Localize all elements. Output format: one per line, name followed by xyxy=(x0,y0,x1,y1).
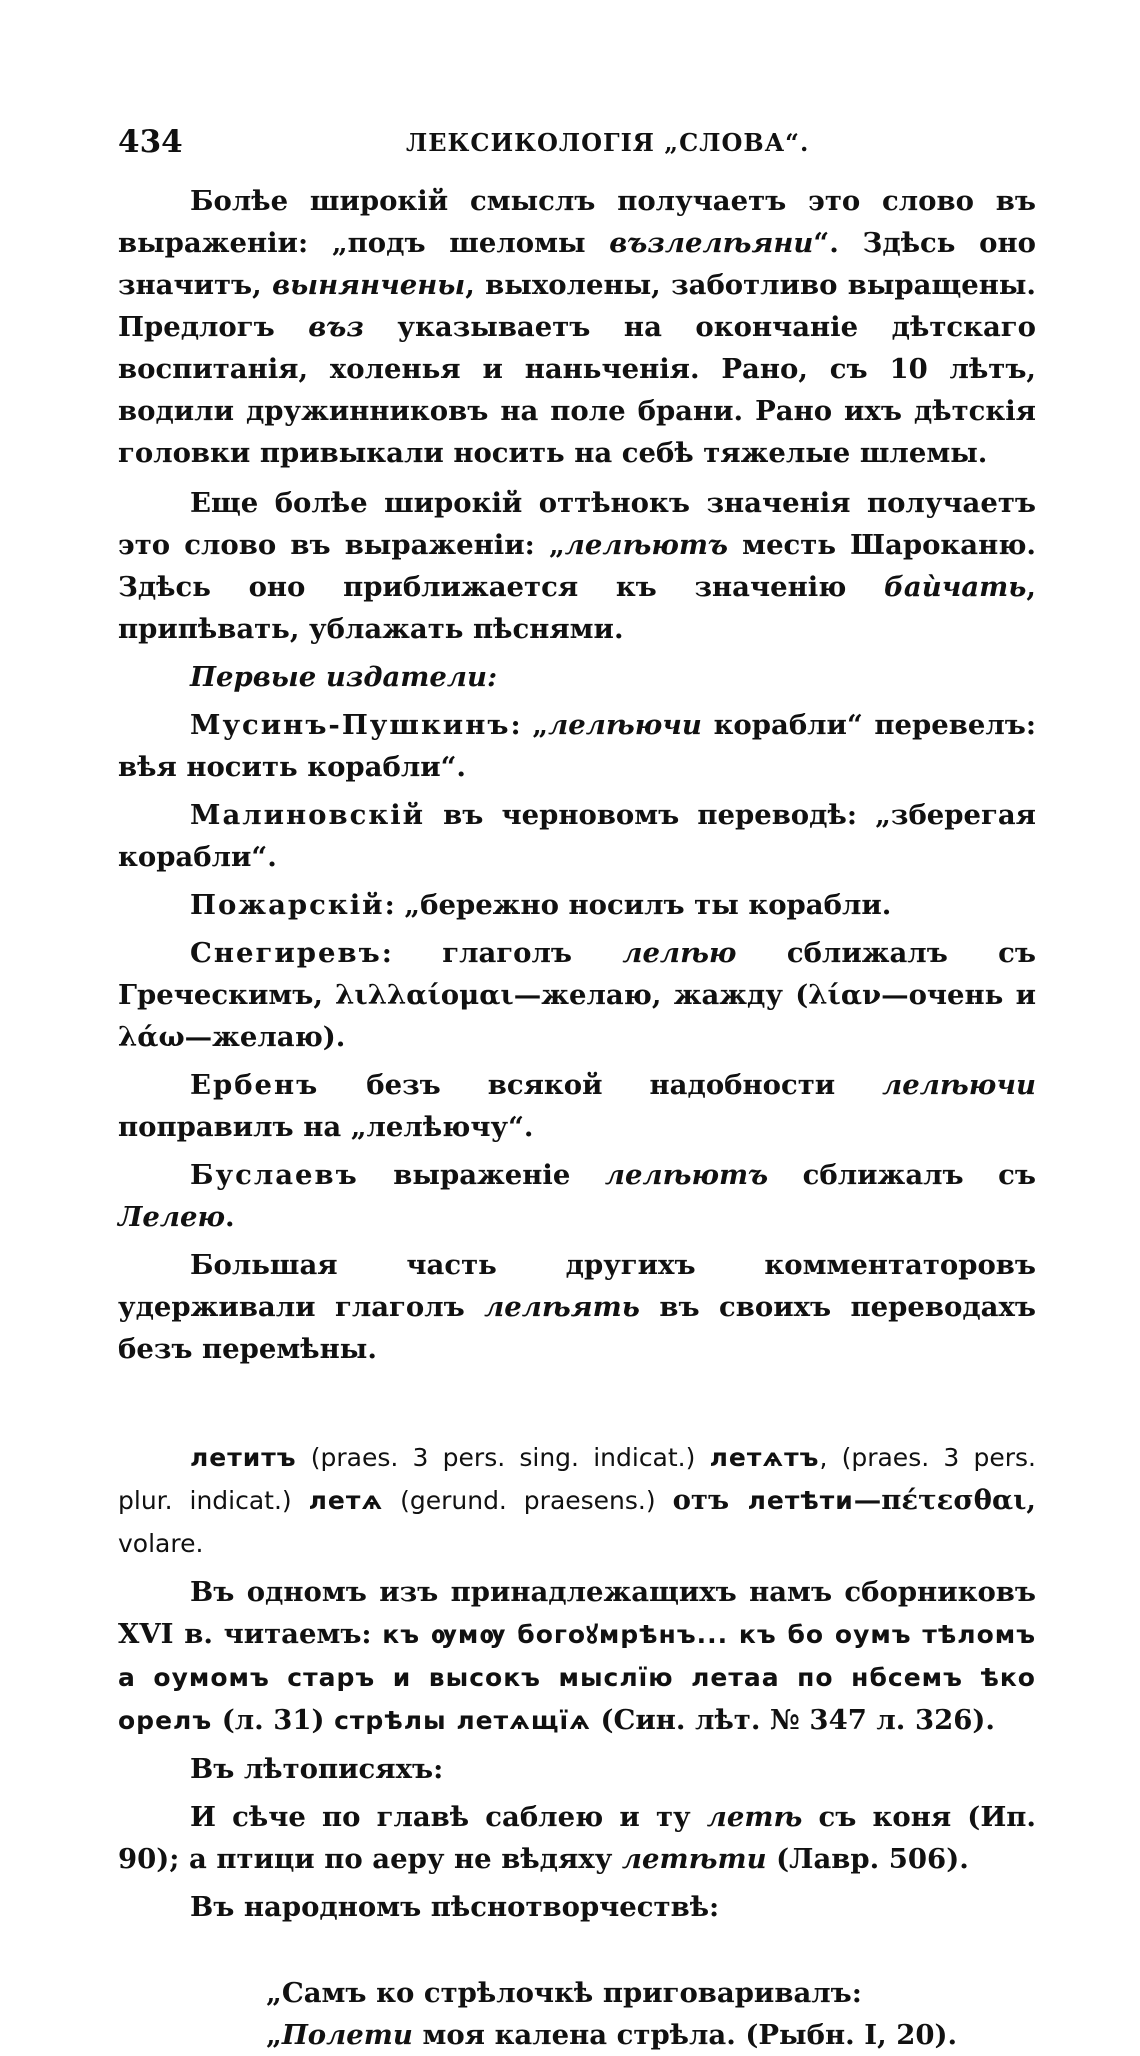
folk-poetry-heading: Въ народномъ пѣснотворчествѣ: xyxy=(190,1891,720,1923)
paragraph-pozharsky: Пожарскій: „бережно носилъ ты корабли. xyxy=(190,889,892,921)
first-editors-heading: Первые издатели: xyxy=(190,661,498,693)
paragraph-shelom: Болѣе широкій смыслъ получаетъ это слово въ выраженіи: „подъ шеломы възлелѣяни“. Здѣсь оно значитъ, вынянчены, выхолены, заботливо выращены. Предлогъ въз указываетъ на окончаніе дѣтскаго воспитанія, холенья и наньченія. Рано, съ 10 лѣтъ, водили дружинниковъ на поле брани. Рано ихъ дѣтскія головки привыкали носить на себѣ тяжелые шлемы. xyxy=(118,185,1036,469)
paragraph-commentators: Большая часть другихъ комментаторовъ удерживали глаголъ лелѣять въ своихъ переводахъ безъ перемѣны. xyxy=(118,1249,1036,1365)
paragraph-buslaev: Буслаевъ выраженіе лелѣютъ сближалъ съ Лелею. xyxy=(118,1159,1036,1233)
verse-line-1: „Самъ ко стрѣлочкѣ приговаривалъ: xyxy=(266,1977,862,2009)
running-head: ЛЕКСИКОЛОГІЯ „СЛОВА“. xyxy=(406,128,810,157)
verse-line-2: „Полети моя калена стрѣла. (Рыбн. I, 20). xyxy=(266,2019,958,2051)
page-body xyxy=(118,180,1036,2056)
paragraph-malinovsky: Малиновскій въ черновомъ переводѣ: „зберегая корабли“. xyxy=(118,799,1036,873)
slavonic-headword: летитъ xyxy=(190,1443,297,1472)
paragraph-snegirev: Снегиревъ: глаголъ лелѣю сближалъ съ Греческимъ, λιλλαίομαι—желаю, жажду (λίαν—очень и λάω—желаю). xyxy=(118,937,1036,1053)
page-header xyxy=(118,124,1038,164)
paragraph-chronicles: И сѣче по главѣ саблею и ту летѣ съ коня (Ип. 90); а птици по аеру не вѣдяху летѣти (Лавр. 506). xyxy=(118,1801,1036,1875)
page-number: 434 xyxy=(118,124,183,160)
paragraph-sharokan: Еще болѣе широкій оттѣнокъ значенія получаетъ это слово въ выраженіи: „лелѣютъ месть Шароканю. Здѣсь оно приближается къ значенію баѝчать, припѣвать, ублажать пѣснями. xyxy=(118,487,1036,645)
paragraph-musin-pushkin: Мусинъ-Пушкинъ: „лелѣючи корабли“ перевелъ: вѣя носить корабли“. xyxy=(118,709,1037,783)
chronicles-heading: Въ лѣтописяхъ: xyxy=(190,1753,444,1785)
verse-quote xyxy=(118,1972,1036,2056)
paragraph-erben: Ербенъ безъ всякой надобности лелѣючи поправилъ на „лелѣючу“. xyxy=(118,1069,1036,1143)
paragraph-letit-entry: летитъ (praes. 3 pers. sing. indicat.) летѧтъ, (praes. 3 pers. plur. indicat.) летѧ (gerund. praesens.) отъ летѣти—πέτεσθαι, volare. xyxy=(118,1443,1036,1558)
paragraph-sbornik: Въ одномъ изъ принадлежащихъ намъ сборниковъ XVI в. читаемъ: къ ѹмѹ богоꙋмрѣнъ... къ бо оумъ тѣломъ а оумомъ старъ и высокъ мыслїю летаа по нбсемъ ѣко орелъ (л. 31) стрѣлы летѧщїѧ (Син. лѣт. № 347 л. 326). xyxy=(118,1576,1036,1736)
